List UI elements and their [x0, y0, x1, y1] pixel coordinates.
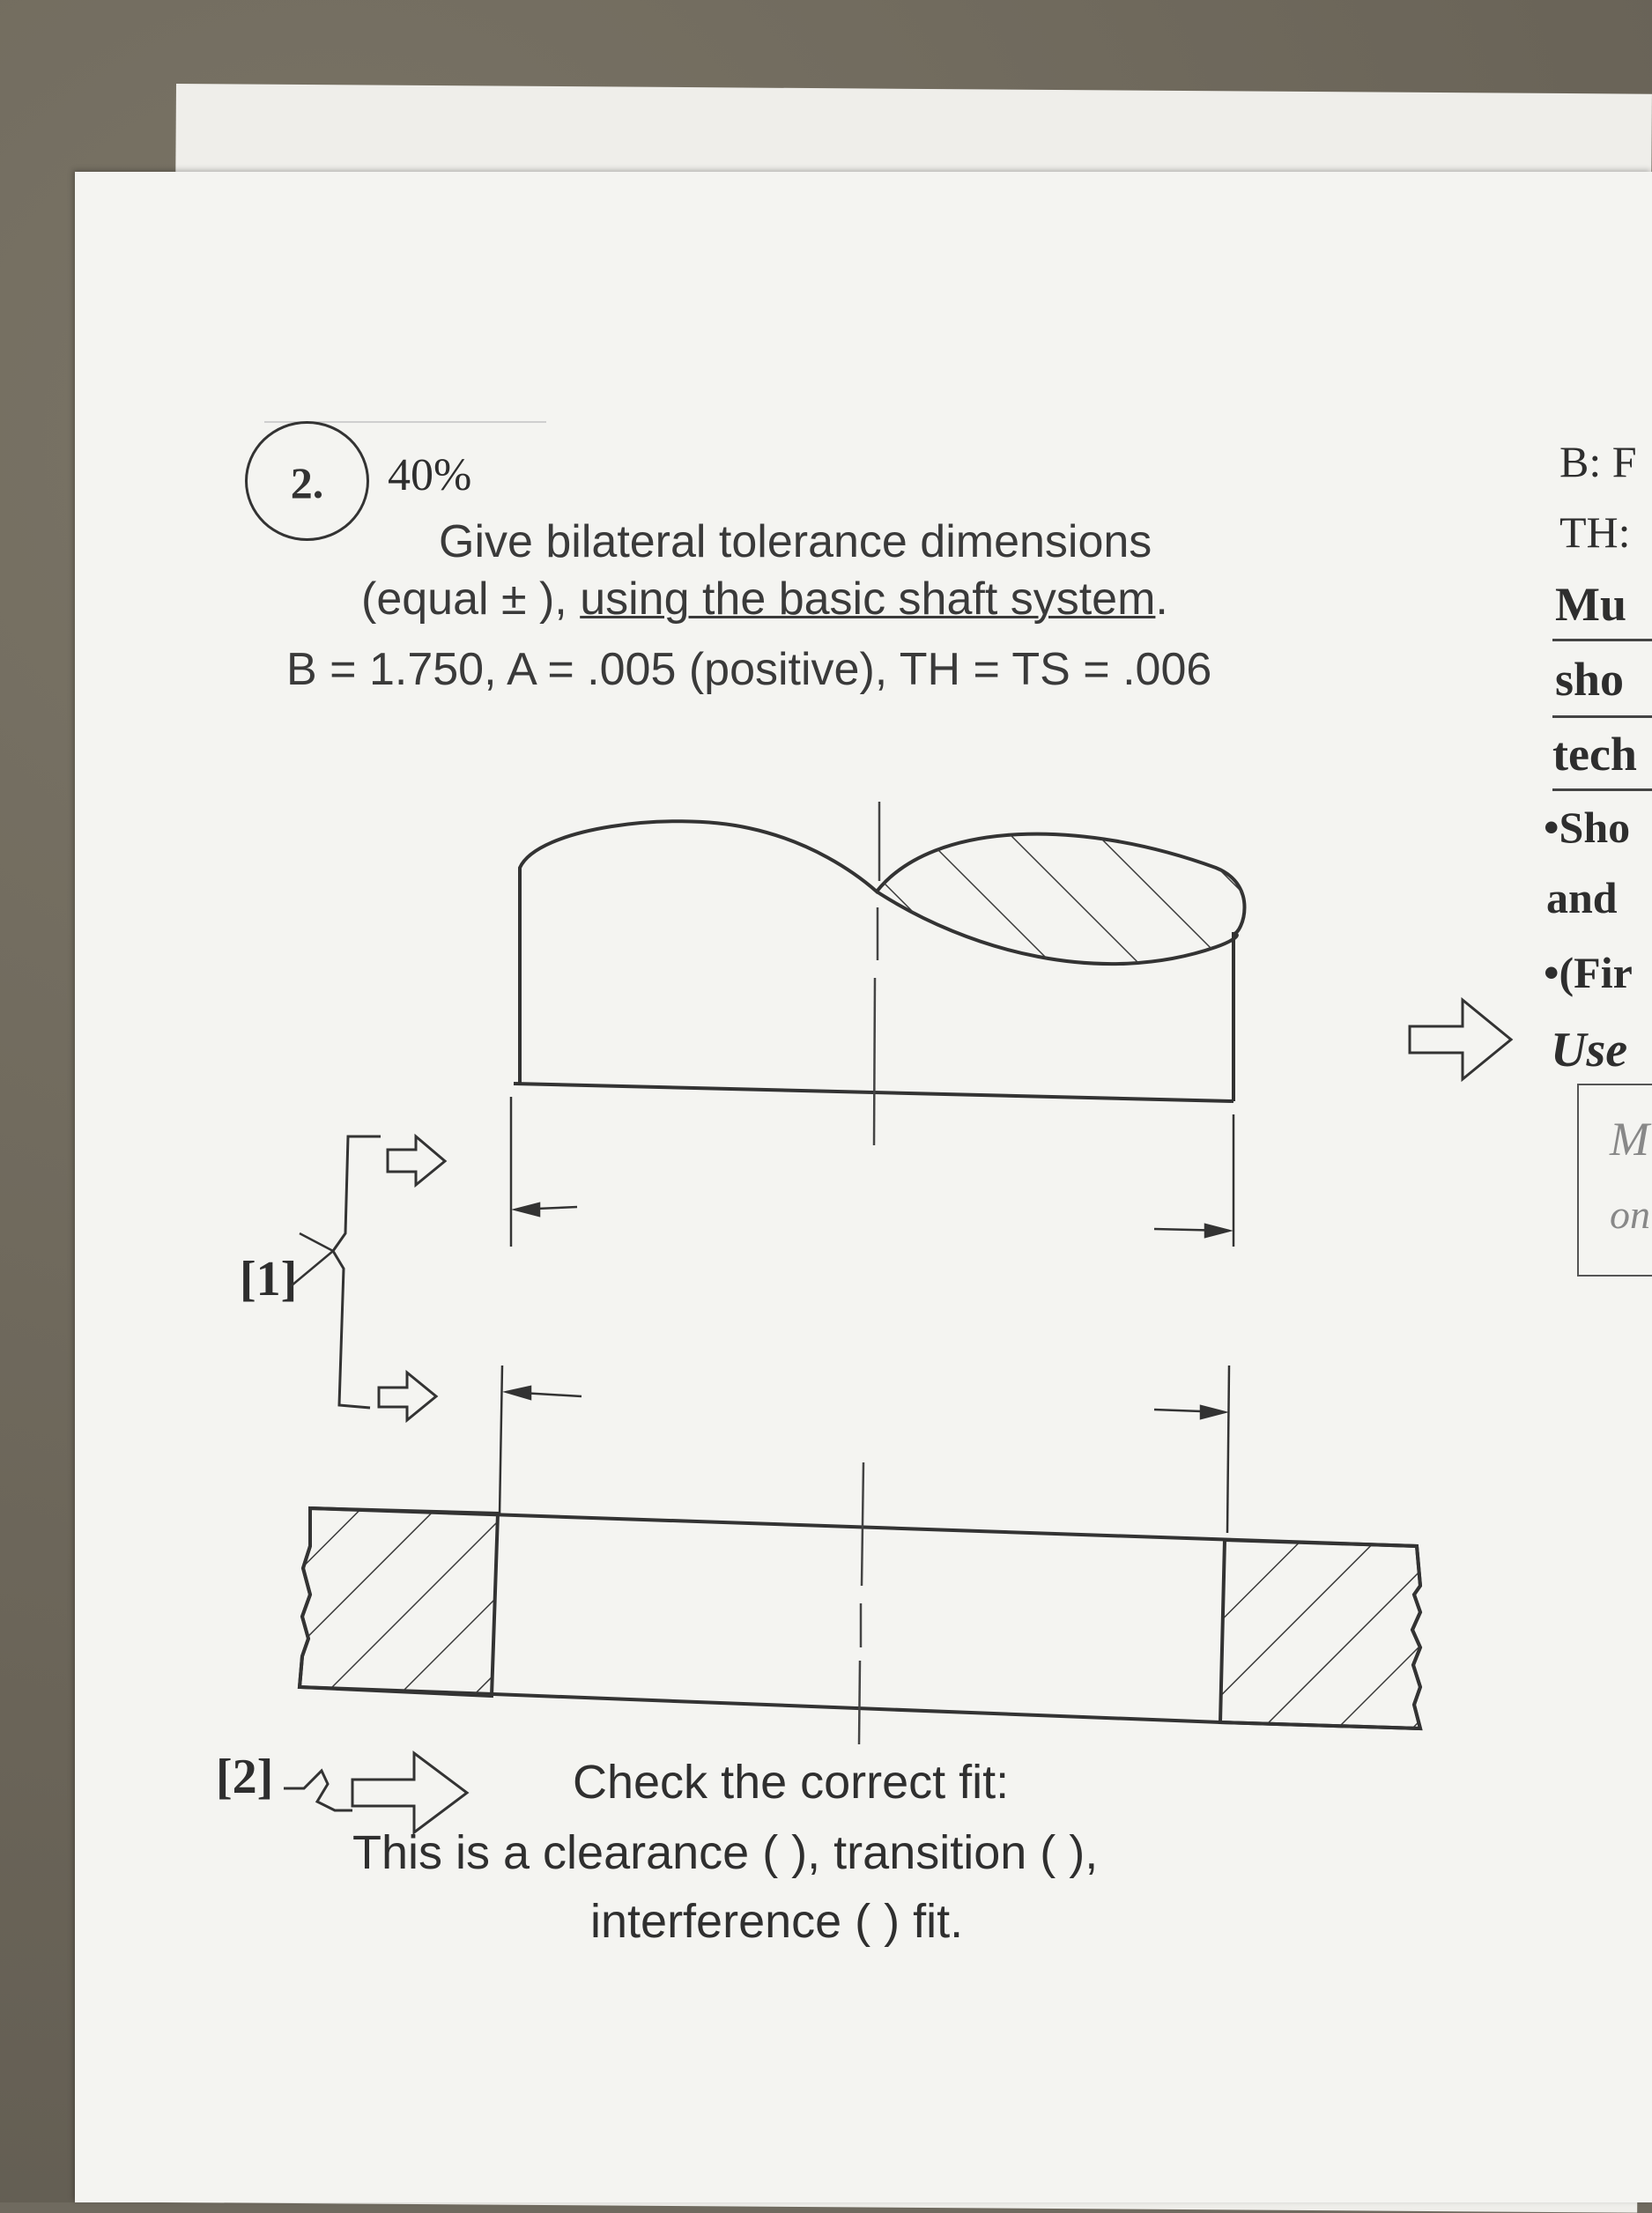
question-line-1: Give bilateral tolerance dimensions	[439, 516, 1152, 567]
hole-centerline	[859, 1462, 863, 1744]
question-number: 2.	[290, 458, 324, 507]
right-col-8: •(Fir	[1544, 948, 1633, 997]
bracket-1	[333, 1136, 381, 1408]
right-col-5: tech	[1552, 728, 1637, 781]
bracket-1-leader-top	[300, 1233, 333, 1251]
outline-right-arrow-icon	[379, 1373, 436, 1420]
bracket-label-2: [2]	[216, 1750, 274, 1804]
bracket-1-leader	[291, 1251, 333, 1286]
hole-dimension	[500, 1366, 1229, 1533]
question-line-2-plain: (equal ± ),	[361, 574, 581, 625]
fit-question-line-2: This is a clearance ( ), transition ( ),	[352, 1826, 1099, 1879]
right-col-11: on	[1610, 1192, 1650, 1237]
right-col-4: sho	[1555, 653, 1625, 706]
bracket-label-1: [1]	[240, 1252, 298, 1306]
outline-right-arrow-icon	[388, 1136, 445, 1185]
right-col-10: M	[1610, 1113, 1649, 1166]
outline-right-arrow-icon	[1410, 1000, 1511, 1079]
question-line-2-end: .	[1155, 574, 1168, 625]
right-col-1: B: F	[1559, 437, 1637, 486]
bracket-2	[284, 1771, 352, 1810]
fit-question-line-3: interference ( ) fit.	[590, 1895, 964, 1948]
outline-right-arrow-icon	[352, 1753, 467, 1832]
question-line-2-underlined: using the basic shaft system	[580, 574, 1156, 625]
right-col-6: •Sho	[1544, 803, 1631, 852]
right-col-2: TH:	[1559, 507, 1631, 557]
right-col-9: Use	[1551, 1023, 1628, 1077]
shaft-section-hatch	[872, 810, 1260, 987]
right-col-3: Mu	[1555, 578, 1626, 631]
question-weight: 40%	[388, 450, 472, 500]
fit-question-line-1: Check the correct fit:	[573, 1756, 1010, 1809]
shaft-dimension	[511, 1097, 1233, 1247]
question-line-3: B = 1.750, A = .005 (positive), TH = TS = .006	[286, 644, 1212, 695]
right-col-7: and	[1546, 873, 1618, 922]
